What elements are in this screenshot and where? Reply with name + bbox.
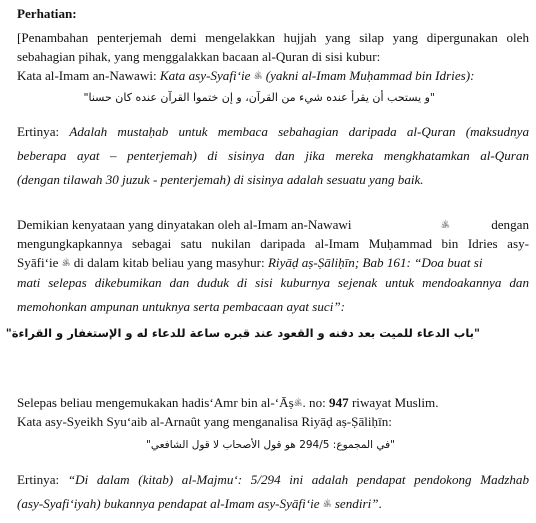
honorific-seal-icon: ﵁ bbox=[322, 499, 332, 508]
hadith-text-b: . no: bbox=[302, 395, 330, 410]
paragraph-2-line-4: mati selepas dikebumikan dan duduk di sisi kuburnya sejenak untuk mendoakannya dan bbox=[17, 275, 529, 290]
intro-line-1: [Penambahan penterjemah demi mengelakkan hujjah yang silap yang dipergunakan oleh bbox=[17, 30, 529, 45]
translation-1-line-1 bbox=[17, 122, 529, 141]
section-heading: Perhatian: bbox=[17, 6, 77, 21]
translation-1-line-2: beberapa ayat – penterjemah) di sisinya dan jika mereka mengkhatamkan al-Quran bbox=[17, 148, 529, 163]
arabic-quote-2: "باب الدعاء للميت بعد دفنه و القعود عند قبره ساعة للدعاء له و الإستغفار و القراءة" bbox=[5, 326, 480, 340]
quote-1-attribution bbox=[17, 66, 474, 85]
quote-1-lead: Kata al-Imam an-Nawawi: bbox=[17, 68, 160, 83]
translation-2-text-2c: . bbox=[378, 496, 382, 511]
translation-2-line-2 bbox=[17, 494, 382, 513]
honorific-seal-icon: ﵁ bbox=[293, 398, 303, 407]
translation-2-line-1 bbox=[17, 470, 529, 489]
translation-2-text-2b: sendiri” bbox=[331, 496, 379, 511]
translation-2-lead: Ertinya: bbox=[17, 472, 68, 487]
intro-line-2: sebahagian pihak, yang menggalakkan bacaan al-Quran di sisi kubur: bbox=[17, 49, 381, 64]
paragraph-2-text-3a: Syāfi‘ie bbox=[17, 255, 59, 270]
translation-2-text-2a: (asy-Syafi‘iyah) bukannya pendapat al-Imam asy-Syāfi‘ie bbox=[17, 496, 320, 511]
paragraph-2-line-5: memohonkan ampunan untuknya serta pembacaan ayat suci”: bbox=[17, 299, 346, 314]
syeikh-line: Kata asy-Syeikh Syu‘aib al-Arnaût yang menganalisa Riyāḍ aṣ-Ṣāliḥīn: bbox=[17, 414, 392, 429]
paragraph-2-text-3b: di dalam kitab beliau yang masyhur: bbox=[70, 255, 268, 270]
arabic-quote-3: "في المجموع: 294/5 هو قول الأصحاب لا قول الشافعي" bbox=[146, 439, 395, 451]
honorific-seal-icon: ﵁ bbox=[61, 258, 71, 267]
hadith-number: 947 bbox=[329, 395, 349, 410]
paragraph-2-text-3c: Riyāḍ aṣ-Ṣāliḥīn; Bab 161: “Doa buat si bbox=[267, 255, 483, 270]
paragraph-2-line-1 bbox=[17, 215, 529, 234]
hadith-text-a: Selepas beliau mengemukakan hadis‘Amr bin al-‘Āṣ bbox=[17, 395, 294, 410]
quote-1-tail: (yakni al-Imam Muḥammad bin Idries): bbox=[262, 68, 475, 83]
translation-1-lead: Ertinya: bbox=[17, 124, 70, 139]
arabic-quote-1: "و يستحب أن يقرأ عنده شيء من القرآن، و إن ختموا القرآن عنده كان حسنا" bbox=[83, 91, 435, 104]
quote-1-italic: Kata asy-Syafi‘ie bbox=[159, 68, 251, 83]
paragraph-2-line-3 bbox=[17, 253, 483, 272]
hadith-reference-line bbox=[17, 393, 439, 412]
paragraph-2-text-1a: Demikian kenyataan yang dinyatakan oleh al-Imam an-Nawawi bbox=[17, 217, 352, 232]
translation-1-text-1: Adalah mustaḥab untuk membaca sebahagian daripada al-Quran (maksudnya bbox=[69, 124, 529, 139]
translation-1-line-3: (dengan tilawah 30 juzuk - penterjemah) di sisinya adalah sesuatu yang baik. bbox=[17, 172, 424, 187]
paragraph-2-line-2: mengungkapkannya sebagai satu nukilan daripada al-Imam Muḥammad bin Idries asy- bbox=[17, 236, 529, 251]
translation-2-text-1: “Di dalam (kitab) al-Majmu‘: 5/294 ini adalah pendapat pendokong Madzhab bbox=[67, 472, 529, 487]
paragraph-2-text-1b: dengan bbox=[491, 217, 529, 232]
hadith-text-c: riwayat Muslim. bbox=[348, 395, 439, 410]
honorific-seal-icon: ﵁ bbox=[441, 220, 450, 229]
honorific-seal-icon: ﵁ bbox=[253, 71, 263, 80]
